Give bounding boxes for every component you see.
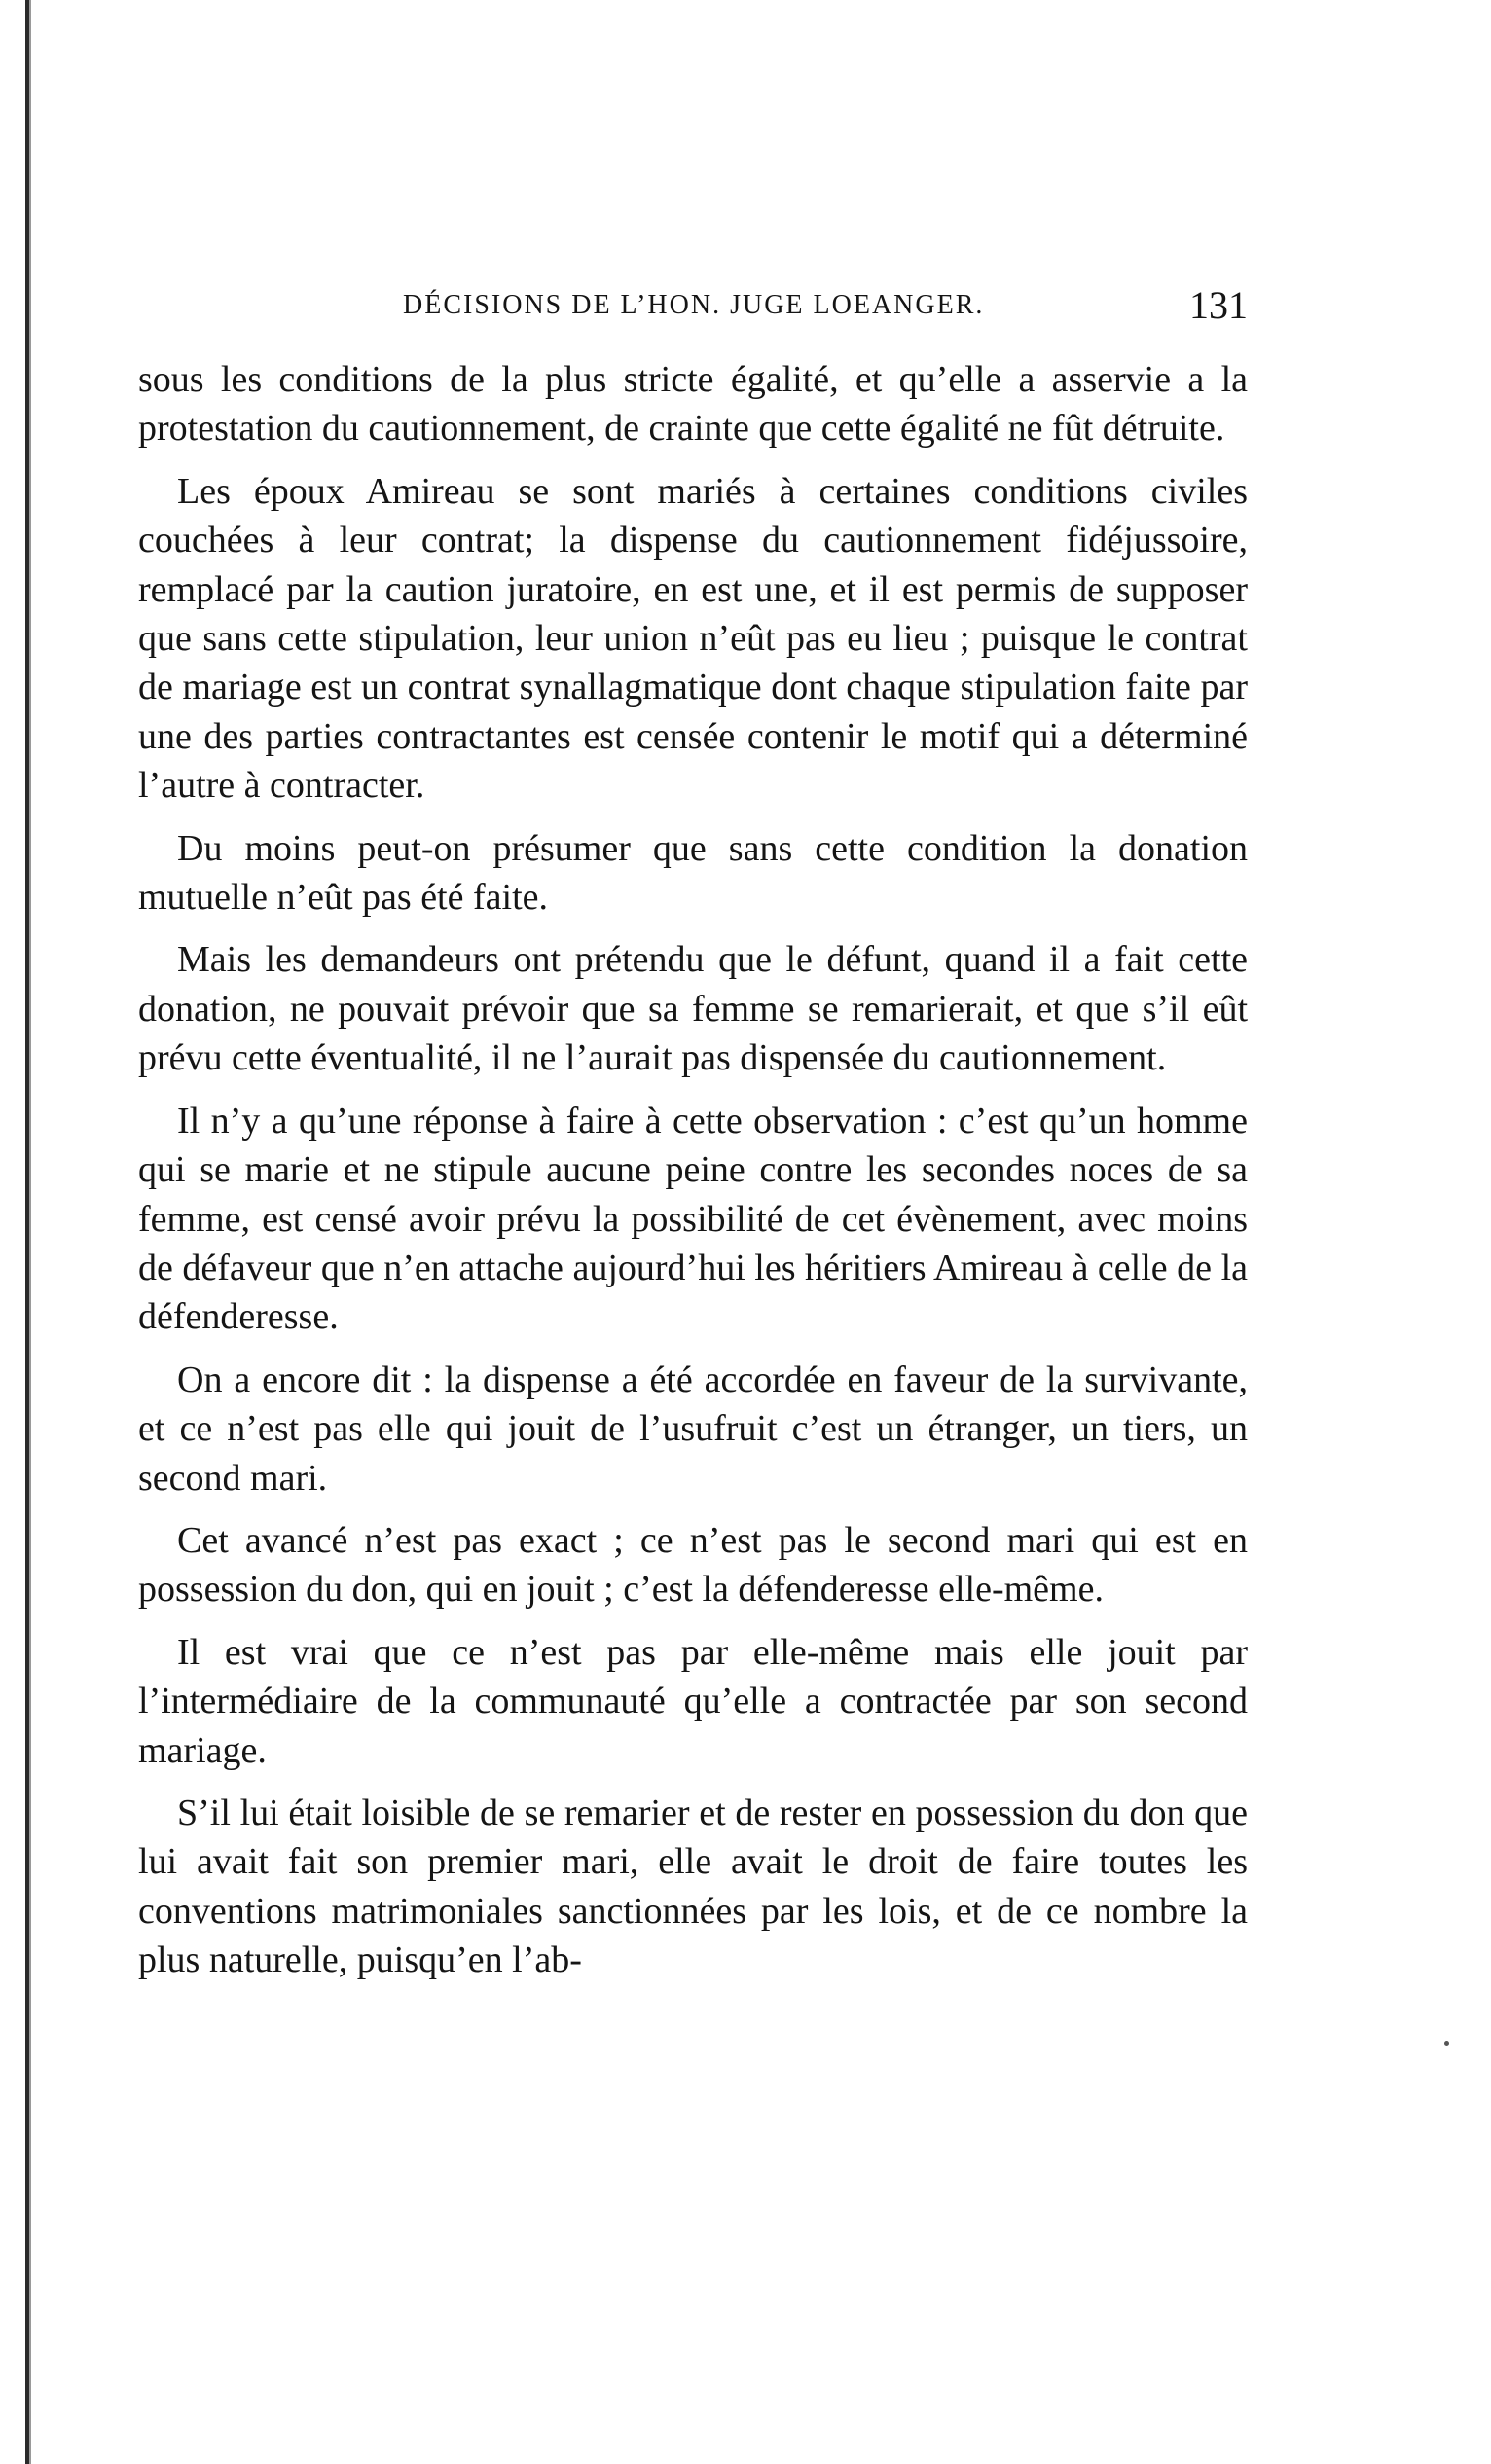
binding-shadow xyxy=(29,0,31,2464)
paragraph-continues: S’il lui était loisible de se remarier et de rester en possession du don que lui avait fait son premier mari, elle avait le droit de faire toutes les conventions matrimoniales sanctionnées par les lois, et de ce nombre la plus naturelle, puisqu’en l’ab- xyxy=(138,1792,1248,1981)
paragraph: Mais les demandeurs ont prétendu que le défunt, quand il a fait cette donation, ne pouvait prévoir que sa femme se remarierait, et que s’il eût prévu cette éventualité, il ne l’aurait pas dispensée du cautionnement. xyxy=(138,939,1248,1079)
paragraph: Il n’y a qu’une réponse à faire à cette observation : c’est qu’un homme qui se marie et ne stipule aucune peine contre les secondes noces de sa femme, est censé avoir prévu la possibilité de cet évènement, avec moins de défaveur que n’en attache aujourd’hui les héritiers Amireau à celle de la défenderesse. xyxy=(138,1100,1248,1338)
running-title: DÉCISIONS DE L’HON. JUGE LOEANGER. xyxy=(403,290,985,320)
paragraph: Les époux Amireau se sont mariés à certaines conditions civiles couchées à leur contrat; la dispense du cautionnement fidéjussoire, remplacé par la caution juratoire, en est une, et il est permis de supposer que sans cette stipulation, leur union n’eût pas eu lieu ; puisque le contrat de mariage est un contrat synallagmatique dont chaque stipulation faite par une des parties contractantes est censée contenir le motif qui a déterminé l’autre à contracter. xyxy=(138,470,1248,807)
paragraph: Du moins peut-on présumer que sans cette condition la donation mutuelle n’eût pas été faite. xyxy=(138,827,1248,919)
paragraph-continued: sous les conditions de la plus stricte égalité, et qu’elle a asservie a la protestation du cautionnement, de crainte que cette égalité ne fût détruite. xyxy=(138,359,1248,450)
page-number: 131 xyxy=(1189,283,1248,327)
paragraph: On a encore dit : la dispense a été accordée en faveur de la survivante, et ce n’est pas elle qui jouit de l’usufruit c’est un étranger, un tiers, un second mari. xyxy=(138,1359,1248,1499)
running-head xyxy=(138,282,1248,331)
paragraph: Cet avancé n’est pas exact ; ce n’est pas le second mari qui est en possession du don, qui en jouit ; c’est la défenderesse elle-même. xyxy=(138,1519,1248,1611)
margin-speck xyxy=(1444,2041,1449,2046)
body-text xyxy=(138,355,1248,1985)
paragraph: Il est vrai que ce n’est pas par elle-même mais elle jouit par l’intermédiaire de la communauté qu’elle a contractée par son second mariage. xyxy=(138,1631,1248,1771)
